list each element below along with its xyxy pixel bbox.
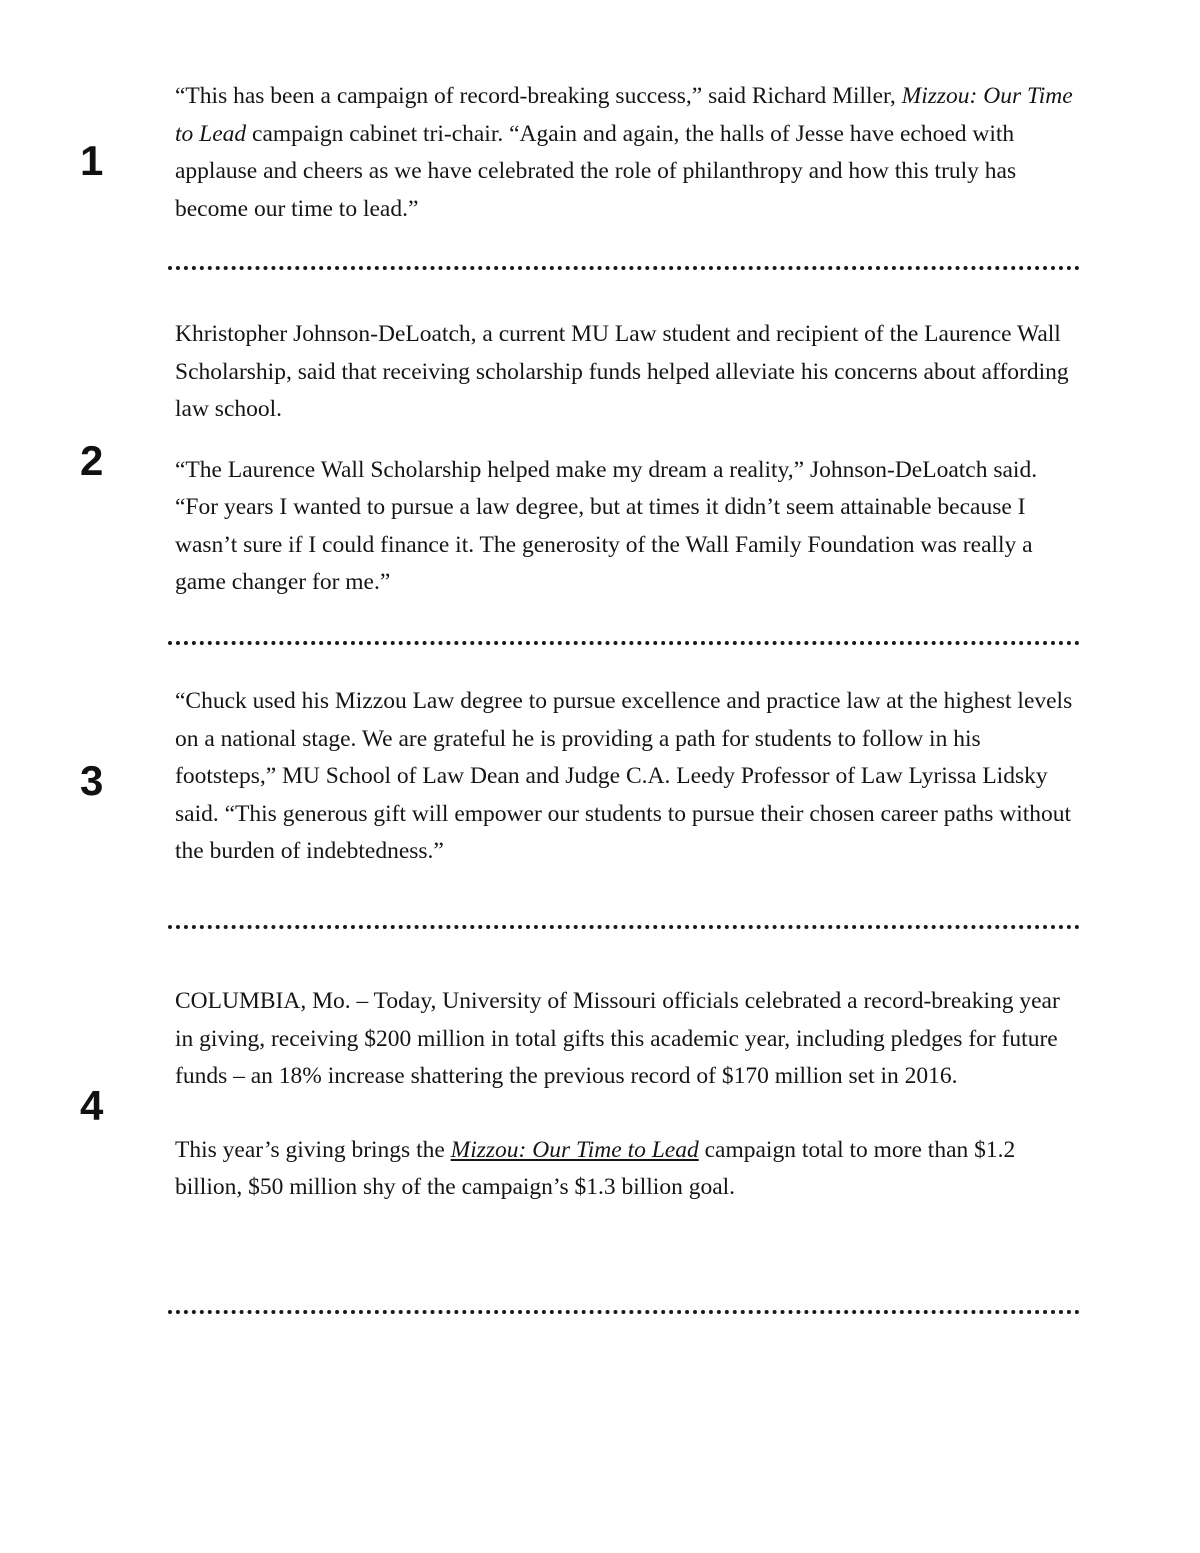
section-2-paragraph-1: Khristopher Johnson-DeLoatch, a current MU Law student and recipient of the Laurence Wall Scholarship, said that receiving scholarship funds helped alleviate his concerns about affording law school. bbox=[175, 321, 1069, 422]
section-number-1: 1 bbox=[80, 137, 104, 184]
dotted-divider-2 bbox=[168, 641, 1080, 645]
section-number-2: 2 bbox=[80, 437, 104, 484]
section-1-paragraph bbox=[175, 78, 1080, 228]
section-1-text-a: “This has been a campaign of record-breaking success,” said Richard Miller, bbox=[175, 83, 902, 109]
section-1-text bbox=[175, 78, 1080, 228]
dotted-divider-3 bbox=[168, 925, 1080, 929]
section-2-paragraph-2: “The Laurence Wall Scholarship helped make my dream a reality,” Johnson-DeLoatch said. “For years I wanted to pursue a law degree, but at times it didn’t seem attainable because I wasn’t sure if I could finance it. The generosity of the Wall Family Foundation was really a game changer for me.” bbox=[175, 456, 1038, 595]
section-number-3: 3 bbox=[80, 757, 104, 804]
section-number-4: 4 bbox=[80, 1082, 104, 1129]
section-3-text bbox=[175, 683, 1080, 871]
section-4-text-a: This year’s giving brings the bbox=[175, 1136, 451, 1163]
section-4-text bbox=[175, 983, 1080, 1207]
section-4-text-b: campaign total to more than $1.2 billion, $50 million shy of the campaign’s $1.3 billion goal. bbox=[175, 1136, 1016, 1200]
dotted-divider-4 bbox=[168, 1310, 1080, 1314]
dotted-divider-1 bbox=[168, 266, 1080, 270]
section-4-paragraph-1: COLUMBIA, Mo. – Today, University of Missouri officials celebrated a record-breaking year in giving, receiving $200 million in total gifts this academic year, including pledges for future funds – an 18% increase shattering the previous record of $170 million set in 2016. bbox=[175, 988, 1060, 1089]
campaign-name-link[interactable]: Mizzou: Our Time to Lead bbox=[450, 1136, 699, 1163]
section-2-text bbox=[175, 316, 1080, 602]
section-4-paragraph-2 bbox=[175, 1132, 1080, 1207]
campaign-name-italic: Mizzou: Our Time to Lead bbox=[175, 83, 1073, 147]
section-1-text-b: campaign cabinet tri-chair. “Again and again, the halls of Jesse have echoed with applause and cheers as we have celebrated the role of philanthropy and how this truly has become our time to lead.” bbox=[175, 120, 1017, 222]
section-3-paragraph: “Chuck used his Mizzou Law degree to pursue excellence and practice law at the highest levels on a national stage. We are grateful he is providing a path for students to follow in his footsteps,” MU School of Law Dean and Judge C.A. Leedy Professor of Law Lyrissa Lidsky said. “This generous gift will empower our students to pursue their chosen career paths without the burden of indebtedness.” bbox=[175, 688, 1073, 864]
